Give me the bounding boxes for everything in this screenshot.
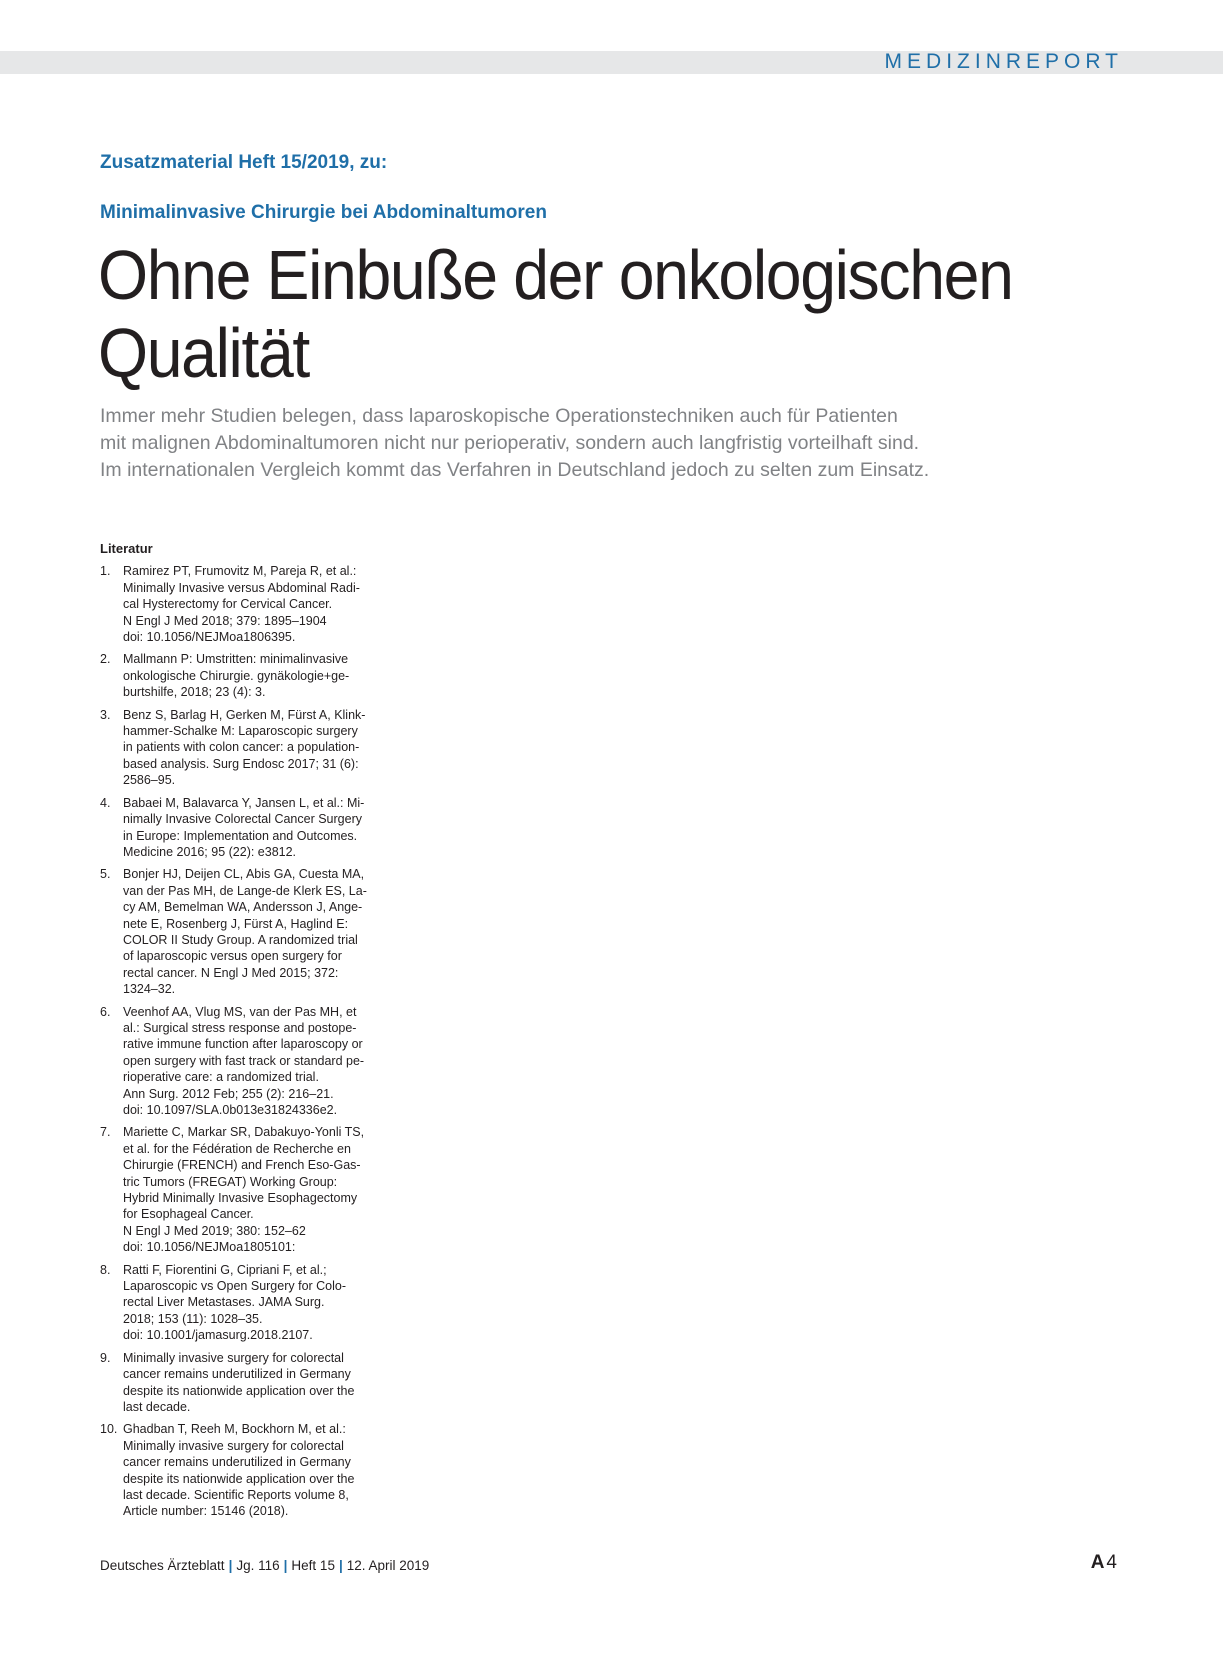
reference-line: cancer remains underutilized in Germany — [123, 1367, 351, 1382]
reference-text — [123, 707, 380, 789]
reference-text — [123, 563, 380, 645]
references-list — [100, 563, 380, 1519]
reference-item — [100, 1004, 380, 1119]
reference-line: tric Tumors (FREGAT) Working Group: — [123, 1174, 338, 1189]
reference-line: last decade. Scientific Reports volume 8, — [123, 1487, 349, 1502]
reference-line: Hybrid Minimally Invasive Esophagectomy — [123, 1191, 358, 1206]
reference-number: 6. — [100, 1004, 111, 1019]
reference-line: cal Hysterectomy for Cervical Cancer. — [123, 597, 333, 612]
footer-separator: | — [338, 1558, 343, 1573]
reference-line: Ghadban T, Reeh M, Bockhorn M, et al.: — [123, 1422, 346, 1437]
reference-line: COLOR II Study Group. A randomized trial — [123, 932, 358, 947]
reference-line: despite its nationwide application over the — [123, 1471, 355, 1486]
reference-line: cancer remains underutilized in Germany — [123, 1455, 351, 1470]
footer-separator: | — [283, 1558, 288, 1573]
reference-line: al.: Surgical stress response and postope- — [123, 1020, 357, 1035]
reference-line: doi: 10.1097/SLA.0b013e31824336e2. — [123, 1103, 338, 1117]
reference-line: Veenhof AA, Vlug MS, van der Pas MH, et — [123, 1004, 357, 1019]
reference-item — [100, 651, 380, 700]
reference-line: of laparoscopic versus open surgery for — [123, 949, 342, 964]
reference-line: 2586–95. — [123, 773, 176, 788]
reference-item — [100, 1124, 380, 1255]
lead-line: mit malignen Abdominaltumoren nicht nur perioperativ, sondern auch langfristig vorteilhaft sind. — [100, 432, 920, 454]
reference-number: 5. — [100, 867, 111, 882]
reference-line: Ann Surg. 2012 Feb; 255 (2): 216–21. — [123, 1086, 334, 1101]
journal-date: 12. April 2019 — [346, 1558, 430, 1573]
reference-text — [123, 1421, 380, 1519]
reference-line: N Engl J Med 2018; 379: 1895–1904 — [123, 613, 327, 628]
reference-line: doi: 10.1001/jamasurg.2018.2107. — [123, 1328, 313, 1343]
reference-line: Ramirez PT, Frumovitz M, Pareja R, et al.: — [123, 564, 357, 579]
reference-line: in patients with colon cancer: a population- — [123, 740, 360, 755]
reference-item — [100, 1421, 380, 1519]
reference-line: Minimally Invasive versus Abdominal Radi- — [123, 580, 360, 595]
reference-line: Laparoscopic vs Open Surgery for Colo- — [123, 1279, 347, 1294]
reference-number: 9. — [100, 1350, 111, 1365]
reference-line: Benz S, Barlag H, Gerken M, Fürst A, Klink- — [123, 707, 366, 722]
reference-line: Article number: 15146 (2018). — [123, 1504, 289, 1519]
reference-line: rectal cancer. N Engl J Med 2015; 372: — [123, 965, 339, 980]
reference-line: nete E, Rosenberg J, Fürst A, Haglind E: — [123, 916, 349, 931]
reference-line: rectal Liver Metastases. JAMA Surg. — [123, 1295, 325, 1310]
article-kicker: Minimalinvasive Chirurgie bei Abdominaltumoren — [100, 202, 547, 223]
reference-text — [123, 1350, 380, 1416]
title-line: Qualität — [98, 314, 309, 392]
reference-item — [100, 563, 380, 645]
reference-text — [123, 1004, 380, 1119]
page-number — [1091, 1552, 1117, 1574]
reference-line: cy AM, Bemelman WA, Andersson J, Ange- — [123, 900, 363, 915]
reference-line: Ratti F, Fiorentini G, Cipriani F, et al.; — [123, 1262, 327, 1277]
reference-line: hammer-Schalke M: Laparoscopic surgery — [123, 724, 358, 739]
reference-text — [123, 1262, 380, 1344]
journal-volume: Jg. 116 — [236, 1558, 280, 1573]
reference-line: Mariette C, Markar SR, Dabakuyo-Yonli TS, — [123, 1125, 365, 1140]
reference-item — [100, 866, 380, 997]
references-heading: Literatur — [100, 541, 153, 556]
page-footer — [100, 1558, 429, 1573]
reference-item — [100, 1262, 380, 1344]
reference-text — [123, 795, 380, 861]
reference-line: van der Pas MH, de Lange-de Klerk ES, La- — [123, 883, 367, 898]
page-number-value: 4 — [1106, 1552, 1117, 1573]
reference-number: 7. — [100, 1125, 111, 1140]
reference-line: in Europe: Implementation and Outcomes. — [123, 828, 358, 843]
reference-line: 2018; 153 (11): 1028–35. — [123, 1311, 263, 1326]
reference-number: 8. — [100, 1262, 111, 1277]
reference-line: Chirurgie (FRENCH) and French Eso-Gas- — [123, 1158, 361, 1173]
title-line: Ohne Einbuße der onkologischen — [98, 236, 1013, 314]
reference-line: Medicine 2016; 95 (22): e3812. — [123, 844, 297, 859]
reference-number: 4. — [100, 795, 111, 810]
reference-line: last decade. — [123, 1399, 191, 1414]
reference-line: rioperative care: a randomized trial. — [123, 1070, 319, 1085]
reference-text — [123, 1124, 380, 1255]
reference-number: 2. — [100, 652, 111, 667]
reference-item — [100, 1350, 380, 1416]
reference-line: based analysis. Surg Endosc 2017; 31 (6): — [123, 756, 359, 771]
reference-line: for Esophageal Cancer. — [123, 1207, 254, 1222]
reference-line: Babaei M, Balavarca Y, Jansen L, et al.: Mi- — [123, 795, 365, 810]
reference-line: Minimally invasive surgery for colorectal — [123, 1438, 344, 1453]
reference-line: doi: 10.1056/NEJMoa1806395. — [123, 630, 296, 645]
reference-line: doi: 10.1056/NEJMoa1805101: — [123, 1240, 296, 1255]
article-lead — [100, 403, 980, 484]
journal-issue: Heft 15 — [291, 1558, 335, 1573]
reference-line: Minimally invasive surgery for colorectal — [123, 1350, 344, 1365]
reference-line: Mallmann P: Umstritten: minimalinvasive — [123, 652, 349, 667]
reference-line: open surgery with fast track or standard pe- — [123, 1053, 365, 1068]
reference-line: despite its nationwide application over the — [123, 1383, 355, 1398]
reference-line: nimally Invasive Colorectal Cancer Surgery — [123, 812, 362, 827]
reference-number: 10. — [100, 1422, 118, 1437]
page-prefix: A — [1090, 1552, 1105, 1573]
lead-line: Im internationalen Vergleich kommt das Verfahren in Deutschland jedoch zu selten zum Einsatz. — [100, 459, 930, 481]
article-title — [98, 236, 1036, 392]
reference-line: Bonjer HJ, Deijen CL, Abis GA, Cuesta MA, — [123, 867, 365, 882]
reference-number: 1. — [100, 564, 111, 579]
section-label: MEDIZINREPORT — [884, 50, 1123, 73]
reference-line: et al. for the Fédération de Recherche en — [123, 1141, 351, 1156]
reference-line: rative immune function after laparoscopy or — [123, 1037, 363, 1052]
reference-line: burtshilfe, 2018; 23 (4): 3. — [123, 685, 266, 700]
references-section — [100, 541, 380, 1526]
reference-text — [123, 651, 380, 700]
reference-text — [123, 866, 380, 997]
reference-line: N Engl J Med 2019; 380: 152–62 — [123, 1223, 306, 1238]
reference-line: onkologische Chirurgie. gynäkologie+ge- — [123, 668, 350, 683]
lead-line: Immer mehr Studien belegen, dass laparoskopische Operationstechniken auch für Patienten — [100, 405, 898, 427]
reference-line: 1324–32. — [123, 982, 176, 997]
supplement-note: Zusatzmaterial Heft 15/2019, zu: — [100, 152, 388, 173]
reference-item — [100, 795, 380, 861]
footer-separator: | — [228, 1558, 233, 1573]
reference-number: 3. — [100, 707, 111, 722]
journal-name: Deutsches Ärzteblatt — [100, 1558, 225, 1573]
reference-item — [100, 707, 380, 789]
